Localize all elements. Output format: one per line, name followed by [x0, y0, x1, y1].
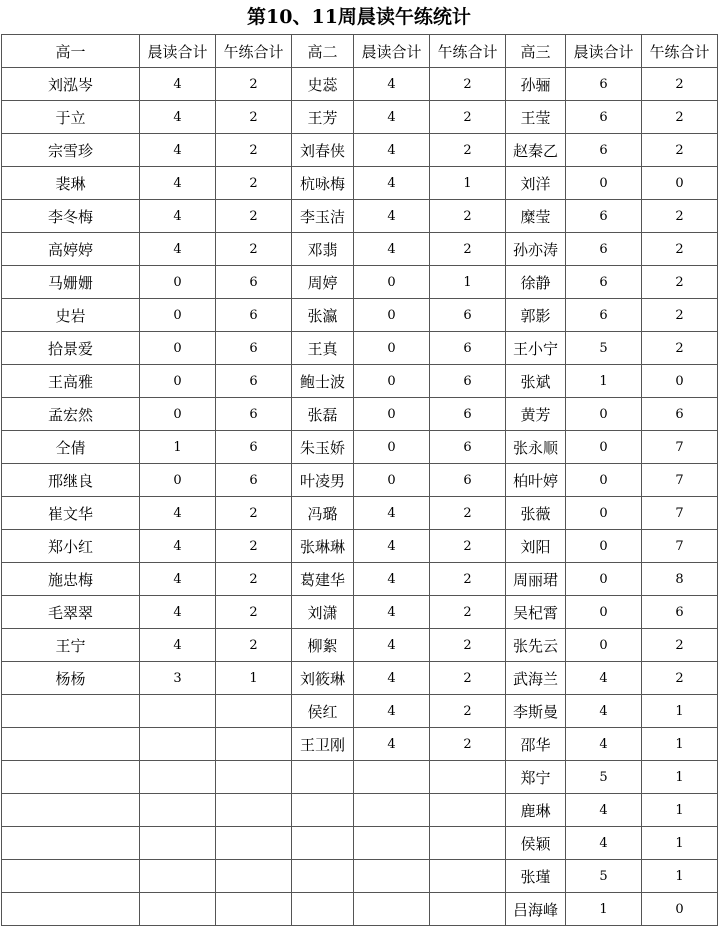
cell-grade2-morning-total[interactable]: 4 [354, 662, 430, 695]
table-row [2, 794, 718, 827]
cell-grade2-name[interactable]: 冯璐 [292, 497, 354, 530]
cell-grade2-morning-total[interactable]: 0 [354, 398, 430, 431]
cell-grade3-name[interactable]: 侯颖 [506, 827, 566, 860]
cell-grade2-name[interactable]: 王芳 [292, 101, 354, 134]
cell-grade3-name[interactable]: 吴杞霄 [506, 596, 566, 629]
cell-grade3-morning-total[interactable]: 6 [566, 299, 642, 332]
cell-grade3-name[interactable]: 王小宁 [506, 332, 566, 365]
cell-grade2-noon-total[interactable]: 2 [430, 629, 506, 662]
cell-grade1-name[interactable] [2, 794, 140, 827]
cell-grade2-name[interactable]: 叶凌男 [292, 464, 354, 497]
cell-grade1-morning-total[interactable]: 4 [140, 68, 216, 101]
cell-grade3-morning-total[interactable]: 0 [566, 167, 642, 200]
cell-grade3-name[interactable]: 刘阳 [506, 530, 566, 563]
cell-grade2-noon-total[interactable] [430, 761, 506, 794]
header-row [2, 35, 718, 68]
cell-grade3-name[interactable]: 刘洋 [506, 167, 566, 200]
table-row [2, 695, 718, 728]
cell-grade3-name[interactable]: 鹿琳 [506, 794, 566, 827]
cell-grade2-morning-total[interactable]: 4 [354, 167, 430, 200]
cell-grade2-morning-total[interactable] [354, 794, 430, 827]
table-row [2, 728, 718, 761]
header-grade2-noon-total[interactable]: 午练合计 [430, 35, 506, 68]
cell-grade1-morning-total[interactable]: 0 [140, 464, 216, 497]
cell-grade1-morning-total[interactable] [140, 827, 216, 860]
cell-grade1-morning-total[interactable]: 4 [140, 563, 216, 596]
cell-grade2-noon-total[interactable]: 2 [430, 233, 506, 266]
cell-grade2-noon-total[interactable]: 6 [430, 299, 506, 332]
cell-grade3-name[interactable]: 郭影 [506, 299, 566, 332]
cell-grade2-name[interactable]: 柳絮 [292, 629, 354, 662]
table-row [2, 134, 718, 167]
table-row [2, 101, 718, 134]
cell-grade3-morning-total[interactable]: 4 [566, 827, 642, 860]
cell-grade1-noon-total[interactable]: 2 [216, 68, 292, 101]
cell-grade3-noon-total[interactable]: 2 [642, 332, 718, 365]
cell-grade1-name[interactable]: 马姗姗 [2, 266, 140, 299]
cell-grade1-noon-total[interactable] [216, 860, 292, 893]
cell-grade1-morning-total[interactable] [140, 728, 216, 761]
cell-grade1-noon-total[interactable]: 1 [216, 662, 292, 695]
cell-grade2-morning-total[interactable]: 0 [354, 266, 430, 299]
cell-grade2-morning-total[interactable]: 4 [354, 200, 430, 233]
cell-grade3-morning-total[interactable]: 5 [566, 332, 642, 365]
table-row [2, 266, 718, 299]
cell-grade1-noon-total[interactable]: 6 [216, 299, 292, 332]
cell-grade1-noon-total[interactable] [216, 728, 292, 761]
cell-grade2-name[interactable]: 刘筱琳 [292, 662, 354, 695]
cell-grade3-morning-total[interactable]: 6 [566, 68, 642, 101]
cell-grade3-name[interactable]: 孙亦涛 [506, 233, 566, 266]
cell-grade1-morning-total[interactable] [140, 761, 216, 794]
cell-grade1-morning-total[interactable] [140, 860, 216, 893]
cell-grade3-noon-total[interactable]: 7 [642, 431, 718, 464]
cell-grade2-name[interactable] [292, 860, 354, 893]
table-row [2, 860, 718, 893]
cell-grade3-morning-total[interactable]: 0 [566, 464, 642, 497]
cell-grade1-noon-total[interactable]: 6 [216, 332, 292, 365]
cell-grade3-morning-total[interactable]: 4 [566, 794, 642, 827]
cell-grade1-noon-total[interactable] [216, 794, 292, 827]
cell-grade3-name[interactable]: 糜莹 [506, 200, 566, 233]
cell-grade1-name[interactable]: 刘泓岑 [2, 68, 140, 101]
cell-grade3-morning-total[interactable]: 6 [566, 266, 642, 299]
cell-grade3-noon-total[interactable]: 2 [642, 662, 718, 695]
cell-grade1-name[interactable]: 于立 [2, 101, 140, 134]
statistics-table [1, 34, 718, 926]
cell-grade2-noon-total[interactable]: 2 [430, 68, 506, 101]
cell-grade3-name[interactable]: 张瑾 [506, 860, 566, 893]
cell-grade3-noon-total[interactable]: 1 [642, 827, 718, 860]
cell-grade1-noon-total[interactable]: 2 [216, 134, 292, 167]
header-grade3-name[interactable]: 高三 [506, 35, 566, 68]
cell-grade1-name[interactable] [2, 827, 140, 860]
cell-grade2-noon-total[interactable]: 2 [430, 134, 506, 167]
cell-grade2-name[interactable]: 王卫刚 [292, 728, 354, 761]
cell-grade2-noon-total[interactable]: 6 [430, 365, 506, 398]
cell-grade3-noon-total[interactable]: 6 [642, 398, 718, 431]
cell-grade2-name[interactable]: 刘潇 [292, 596, 354, 629]
cell-grade2-name[interactable]: 张磊 [292, 398, 354, 431]
table-row [2, 827, 718, 860]
table-row [2, 332, 718, 365]
cell-grade1-noon-total[interactable]: 6 [216, 431, 292, 464]
cell-grade3-noon-total[interactable]: 2 [642, 629, 718, 662]
cell-grade1-morning-total[interactable]: 4 [140, 497, 216, 530]
table-row [2, 893, 718, 926]
cell-grade1-noon-total[interactable] [216, 695, 292, 728]
cell-grade1-name[interactable]: 郑小红 [2, 530, 140, 563]
cell-grade2-noon-total[interactable]: 2 [430, 662, 506, 695]
cell-grade2-morning-total[interactable]: 4 [354, 497, 430, 530]
cell-grade2-name[interactable]: 张琳琳 [292, 530, 354, 563]
table-row [2, 530, 718, 563]
cell-grade3-name[interactable]: 王莹 [506, 101, 566, 134]
cell-grade2-noon-total[interactable]: 1 [430, 167, 506, 200]
cell-grade1-noon-total[interactable]: 6 [216, 398, 292, 431]
cell-grade3-morning-total[interactable]: 5 [566, 761, 642, 794]
cell-grade3-morning-total[interactable]: 0 [566, 596, 642, 629]
sheet-title: 第10、11周晨读午练统计 [247, 6, 471, 28]
header-grade1-noon-total[interactable]: 午练合计 [216, 35, 292, 68]
cell-grade2-name[interactable]: 邓翡 [292, 233, 354, 266]
cell-grade2-noon-total[interactable]: 2 [430, 200, 506, 233]
cell-grade3-noon-total[interactable]: 6 [642, 596, 718, 629]
cell-grade3-morning-total[interactable]: 0 [566, 563, 642, 596]
cell-grade3-noon-total[interactable]: 7 [642, 464, 718, 497]
cell-grade1-name[interactable]: 高婷婷 [2, 233, 140, 266]
cell-grade2-morning-total[interactable]: 0 [354, 332, 430, 365]
cell-grade2-noon-total[interactable]: 2 [430, 695, 506, 728]
cell-grade1-morning-total[interactable]: 0 [140, 398, 216, 431]
cell-grade3-noon-total[interactable]: 1 [642, 860, 718, 893]
cell-grade2-name[interactable]: 侯红 [292, 695, 354, 728]
cell-grade3-name[interactable]: 武海兰 [506, 662, 566, 695]
cell-grade2-noon-total[interactable]: 2 [430, 497, 506, 530]
cell-grade2-morning-total[interactable]: 4 [354, 629, 430, 662]
cell-grade2-morning-total[interactable] [354, 893, 430, 926]
cell-grade2-noon-total[interactable]: 1 [430, 266, 506, 299]
cell-grade3-noon-total[interactable]: 1 [642, 695, 718, 728]
cell-grade2-name[interactable]: 王真 [292, 332, 354, 365]
cell-grade3-noon-total[interactable]: 2 [642, 101, 718, 134]
cell-grade2-noon-total[interactable] [430, 893, 506, 926]
cell-grade3-noon-total[interactable]: 2 [642, 134, 718, 167]
cell-grade1-morning-total[interactable]: 4 [140, 530, 216, 563]
cell-grade2-noon-total[interactable]: 2 [430, 563, 506, 596]
cell-grade1-morning-total[interactable]: 1 [140, 431, 216, 464]
cell-grade2-noon-total[interactable]: 2 [430, 530, 506, 563]
cell-grade3-name[interactable]: 张永顺 [506, 431, 566, 464]
cell-grade1-morning-total[interactable]: 0 [140, 365, 216, 398]
header-grade2-name[interactable]: 高二 [292, 35, 354, 68]
cell-grade1-noon-total[interactable]: 2 [216, 233, 292, 266]
cell-grade1-name[interactable]: 邢继良 [2, 464, 140, 497]
table-row [2, 167, 718, 200]
cell-grade2-morning-total[interactable] [354, 761, 430, 794]
cell-grade1-noon-total[interactable]: 2 [216, 629, 292, 662]
table-row [2, 299, 718, 332]
cell-grade1-name[interactable] [2, 893, 140, 926]
header-grade3-noon-total[interactable]: 午练合计 [642, 35, 718, 68]
cell-grade2-morning-total[interactable]: 0 [354, 431, 430, 464]
cell-grade3-morning-total[interactable]: 4 [566, 728, 642, 761]
cell-grade1-morning-total[interactable]: 4 [140, 101, 216, 134]
cell-grade2-name[interactable] [292, 794, 354, 827]
cell-grade3-morning-total[interactable]: 0 [566, 398, 642, 431]
cell-grade3-noon-total[interactable]: 2 [642, 68, 718, 101]
cell-grade2-morning-total[interactable]: 4 [354, 68, 430, 101]
cell-grade1-noon-total[interactable]: 2 [216, 101, 292, 134]
cell-grade2-morning-total[interactable]: 4 [354, 596, 430, 629]
cell-grade3-noon-total[interactable]: 0 [642, 167, 718, 200]
cell-grade2-morning-total[interactable]: 0 [354, 365, 430, 398]
cell-grade3-morning-total[interactable]: 1 [566, 893, 642, 926]
cell-grade3-morning-total[interactable]: 0 [566, 530, 642, 563]
cell-grade3-noon-total[interactable]: 2 [642, 233, 718, 266]
cell-grade3-name[interactable]: 张斌 [506, 365, 566, 398]
cell-grade2-noon-total[interactable]: 6 [430, 464, 506, 497]
cell-grade2-morning-total[interactable]: 0 [354, 299, 430, 332]
cell-grade3-noon-total[interactable]: 7 [642, 497, 718, 530]
cell-grade2-morning-total[interactable]: 4 [354, 233, 430, 266]
cell-grade3-morning-total[interactable]: 4 [566, 662, 642, 695]
table-row [2, 563, 718, 596]
cell-grade1-name[interactable]: 史岩 [2, 299, 140, 332]
cell-grade1-name[interactable] [2, 695, 140, 728]
cell-grade3-morning-total[interactable]: 6 [566, 233, 642, 266]
cell-grade1-name[interactable]: 毛翠翠 [2, 596, 140, 629]
cell-grade2-name[interactable]: 周婷 [292, 266, 354, 299]
cell-grade1-name[interactable] [2, 761, 140, 794]
cell-grade3-name[interactable]: 赵秦乙 [506, 134, 566, 167]
cell-grade3-name[interactable]: 张先云 [506, 629, 566, 662]
cell-grade3-noon-total[interactable]: 1 [642, 728, 718, 761]
cell-grade2-morning-total[interactable]: 4 [354, 530, 430, 563]
cell-grade3-name[interactable]: 郑宁 [506, 761, 566, 794]
cell-grade3-noon-total[interactable]: 2 [642, 299, 718, 332]
cell-grade3-morning-total[interactable]: 0 [566, 497, 642, 530]
cell-grade3-name[interactable]: 吕海峰 [506, 893, 566, 926]
cell-grade3-name[interactable]: 李斯曼 [506, 695, 566, 728]
table-row [2, 398, 718, 431]
cell-grade2-name[interactable]: 朱玉娇 [292, 431, 354, 464]
cell-grade2-name[interactable] [292, 893, 354, 926]
cell-grade3-noon-total[interactable]: 7 [642, 530, 718, 563]
cell-grade1-morning-total[interactable]: 4 [140, 233, 216, 266]
cell-grade1-name[interactable]: 仝倩 [2, 431, 140, 464]
cell-grade2-name[interactable]: 杭咏梅 [292, 167, 354, 200]
cell-grade3-noon-total[interactable]: 8 [642, 563, 718, 596]
cell-grade1-morning-total[interactable]: 4 [140, 167, 216, 200]
header-grade2-morning-total[interactable]: 晨读合计 [354, 35, 430, 68]
cell-grade1-noon-total[interactable]: 2 [216, 530, 292, 563]
cell-grade1-morning-total[interactable]: 4 [140, 629, 216, 662]
cell-grade1-noon-total[interactable]: 2 [216, 200, 292, 233]
cell-grade2-morning-total[interactable]: 4 [354, 101, 430, 134]
cell-grade2-morning-total[interactable] [354, 860, 430, 893]
cell-grade1-name[interactable]: 拾景爱 [2, 332, 140, 365]
cell-grade1-morning-total[interactable] [140, 893, 216, 926]
cell-grade2-noon-total[interactable] [430, 827, 506, 860]
cell-grade2-morning-total[interactable]: 4 [354, 563, 430, 596]
table-row [2, 761, 718, 794]
cell-grade3-name[interactable]: 徐静 [506, 266, 566, 299]
cell-grade2-name[interactable]: 葛建华 [292, 563, 354, 596]
cell-grade1-noon-total[interactable]: 2 [216, 596, 292, 629]
cell-grade3-name[interactable]: 黄芳 [506, 398, 566, 431]
cell-grade3-morning-total[interactable]: 1 [566, 365, 642, 398]
cell-grade2-noon-total[interactable]: 2 [430, 101, 506, 134]
cell-grade1-name[interactable]: 孟宏然 [2, 398, 140, 431]
cell-grade1-noon-total[interactable]: 6 [216, 266, 292, 299]
table-row [2, 200, 718, 233]
cell-grade1-morning-total[interactable]: 4 [140, 596, 216, 629]
cell-grade1-name[interactable]: 宗雪珍 [2, 134, 140, 167]
cell-grade1-name[interactable] [2, 728, 140, 761]
cell-grade1-name[interactable]: 崔文华 [2, 497, 140, 530]
header-grade3-morning-total[interactable]: 晨读合计 [566, 35, 642, 68]
cell-grade2-noon-total[interactable]: 2 [430, 596, 506, 629]
table-row [2, 464, 718, 497]
cell-grade2-morning-total[interactable] [354, 827, 430, 860]
cell-grade1-morning-total[interactable]: 4 [140, 200, 216, 233]
cell-grade3-morning-total[interactable]: 0 [566, 629, 642, 662]
cell-grade2-morning-total[interactable]: 4 [354, 134, 430, 167]
cell-grade3-noon-total[interactable]: 2 [642, 266, 718, 299]
cell-grade1-name[interactable]: 施忠梅 [2, 563, 140, 596]
cell-grade1-morning-total[interactable] [140, 794, 216, 827]
cell-grade3-noon-total[interactable]: 0 [642, 365, 718, 398]
cell-grade1-name[interactable]: 李冬梅 [2, 200, 140, 233]
table-row [2, 497, 718, 530]
cell-grade1-noon-total[interactable]: 2 [216, 167, 292, 200]
cell-grade1-name[interactable] [2, 860, 140, 893]
cell-grade1-name[interactable]: 裴琳 [2, 167, 140, 200]
table-row [2, 662, 718, 695]
cell-grade2-morning-total[interactable]: 0 [354, 464, 430, 497]
cell-grade1-morning-total[interactable]: 3 [140, 662, 216, 695]
cell-grade3-morning-total[interactable]: 4 [566, 695, 642, 728]
cell-grade3-morning-total[interactable]: 6 [566, 134, 642, 167]
cell-grade1-noon-total[interactable]: 2 [216, 563, 292, 596]
cell-grade2-morning-total[interactable]: 4 [354, 728, 430, 761]
cell-grade1-name[interactable]: 杨杨 [2, 662, 140, 695]
table-row [2, 365, 718, 398]
cell-grade2-noon-total[interactable] [430, 794, 506, 827]
cell-grade3-noon-total[interactable]: 1 [642, 761, 718, 794]
cell-grade2-name[interactable]: 李玉洁 [292, 200, 354, 233]
table-row [2, 596, 718, 629]
cell-grade1-noon-total[interactable] [216, 827, 292, 860]
cell-grade1-noon-total[interactable]: 6 [216, 464, 292, 497]
cell-grade1-noon-total[interactable] [216, 893, 292, 926]
cell-grade2-name[interactable]: 张瀛 [292, 299, 354, 332]
cell-grade2-name[interactable] [292, 827, 354, 860]
table-row [2, 629, 718, 662]
table-row [2, 233, 718, 266]
cell-grade2-name[interactable]: 刘春侠 [292, 134, 354, 167]
cell-grade3-name[interactable]: 张薇 [506, 497, 566, 530]
cell-grade2-name[interactable]: 鲍士波 [292, 365, 354, 398]
cell-grade3-name[interactable]: 柏叶婷 [506, 464, 566, 497]
cell-grade1-morning-total[interactable]: 0 [140, 299, 216, 332]
cell-grade1-morning-total[interactable]: 0 [140, 266, 216, 299]
cell-grade2-morning-total[interactable]: 4 [354, 695, 430, 728]
cell-grade1-morning-total[interactable]: 4 [140, 134, 216, 167]
cell-grade3-name[interactable]: 邵华 [506, 728, 566, 761]
cell-grade2-noon-total[interactable] [430, 860, 506, 893]
cell-grade3-morning-total[interactable]: 6 [566, 200, 642, 233]
cell-grade1-noon-total[interactable] [216, 761, 292, 794]
cell-grade2-noon-total[interactable]: 2 [430, 728, 506, 761]
cell-grade3-noon-total[interactable]: 1 [642, 794, 718, 827]
cell-grade1-name[interactable]: 王高雅 [2, 365, 140, 398]
cell-grade1-noon-total[interactable]: 6 [216, 365, 292, 398]
cell-grade2-noon-total[interactable]: 6 [430, 398, 506, 431]
cell-grade1-morning-total[interactable] [140, 695, 216, 728]
header-grade1-morning-total[interactable]: 晨读合计 [140, 35, 216, 68]
table-row [2, 431, 718, 464]
cell-grade2-noon-total[interactable]: 6 [430, 332, 506, 365]
cell-grade3-name[interactable]: 周丽珺 [506, 563, 566, 596]
cell-grade3-name[interactable]: 孙骊 [506, 68, 566, 101]
cell-grade3-noon-total[interactable]: 0 [642, 893, 718, 926]
table-row [2, 68, 718, 101]
cell-grade2-noon-total[interactable]: 6 [430, 431, 506, 464]
cell-grade2-name[interactable] [292, 761, 354, 794]
cell-grade3-morning-total[interactable]: 5 [566, 860, 642, 893]
cell-grade2-name[interactable]: 史蕊 [292, 68, 354, 101]
cell-grade3-morning-total[interactable]: 6 [566, 101, 642, 134]
cell-grade3-noon-total[interactable]: 2 [642, 200, 718, 233]
cell-grade3-morning-total[interactable]: 0 [566, 431, 642, 464]
cell-grade1-morning-total[interactable]: 0 [140, 332, 216, 365]
cell-grade1-name[interactable]: 王宁 [2, 629, 140, 662]
header-grade1-name[interactable]: 高一 [2, 35, 140, 68]
cell-grade1-noon-total[interactable]: 2 [216, 497, 292, 530]
